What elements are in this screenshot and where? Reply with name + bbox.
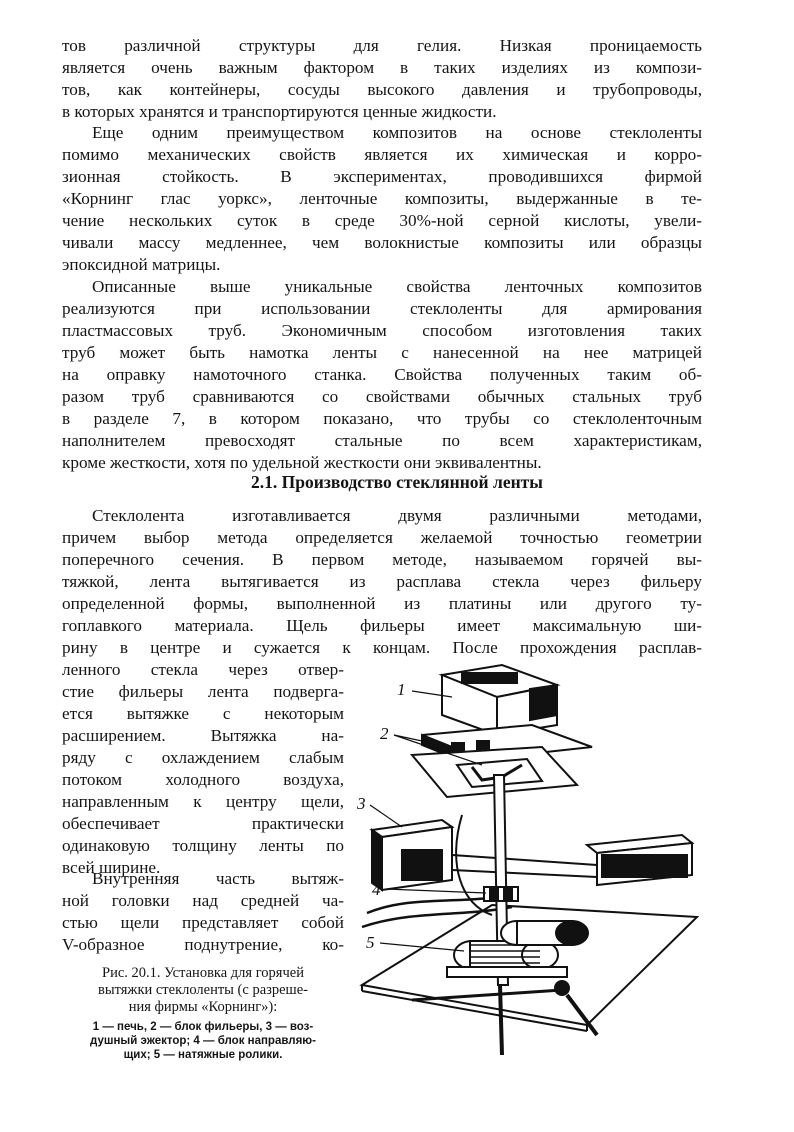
- text-line: чивали массу медленнее, чем волокнистые композиты или образцы: [62, 233, 702, 252]
- text-line: пластмассовых труб. Экономичным способом изготовления таких: [62, 321, 702, 340]
- text-line: одинаковую толщину ленты по: [62, 836, 344, 855]
- legend-line: щих; 5 — натяжные ролики.: [123, 1049, 283, 1061]
- text-line: тяжкой, лента вытягивается из расплава стекла через фильеру: [62, 572, 702, 591]
- figure-caption: [62, 965, 344, 1016]
- text-line: помимо механических свойств является их химическая и корро-: [62, 145, 702, 164]
- leader-line: [386, 889, 486, 893]
- text-line: направленным к центру щели,: [62, 792, 344, 811]
- text-line: расширением. Вытяжка на-: [62, 726, 344, 745]
- text-line: Внутренняя часть вытяж-: [92, 869, 344, 888]
- label-air-ejector: 3: [357, 794, 366, 813]
- label-die-block: 2: [380, 724, 389, 743]
- text-line: наполнителем превосходят стальные по всем характеристикам,: [62, 431, 702, 450]
- text-line: ленного стекла через отвер-: [62, 660, 344, 679]
- text-line: ряду с охлаждением слабым: [62, 748, 344, 767]
- text-line: стью щели представляет собой: [62, 913, 344, 932]
- lever-knob: [555, 981, 569, 995]
- leader-line: [370, 805, 402, 827]
- text-line: «Корнинг глас уоркс», ленточные композиты, выдержанные в те-: [62, 189, 702, 208]
- legend-line: 1 — печь, 2 — блок фильеры, 3 — воз-: [92, 1021, 314, 1033]
- text-line: реализуются при использовании стеклоленты для армирования: [62, 299, 702, 318]
- text-line: в разделе 7, в котором показано, что трубы со стеклоленточным: [62, 409, 702, 428]
- caption-line: ния фирмы «Корнинг»):: [128, 999, 278, 1015]
- text-line: является очень важным фактором в таких изделиях из компози-: [62, 58, 702, 77]
- text-line: в которых хранятся и транспортируются ценные жидкости.: [62, 102, 497, 121]
- text-line: труб может быть намотка ленты с нанесенной на нее матрицей: [62, 343, 702, 362]
- label-guide-block: 4: [372, 880, 381, 899]
- section-heading: 2.1. Производство стеклянной ленты: [251, 472, 543, 492]
- guide-block: [484, 887, 518, 901]
- caption-line: вытяжки стеклоленты (с разреше-: [98, 982, 308, 998]
- text-line: Стеклолента изготавливается двумя различными методами,: [92, 506, 702, 525]
- paragraph-2: [62, 122, 702, 276]
- air-ejector: [372, 820, 692, 890]
- text-line: обеспечивает практически: [62, 814, 344, 833]
- text-line: гоплавкого материала. Щель фильеры имеет максимальную ши-: [62, 616, 702, 635]
- text-line: потоком холодного воздуха,: [62, 770, 344, 789]
- text-line: рину в центре и сужается к концам. После прохождения расплав-: [62, 638, 702, 657]
- figure-legend: [62, 1020, 344, 1062]
- legend-line: душный эжектор; 4 — блок направляю-: [90, 1035, 316, 1047]
- text-line: стие фильеры лента подверга-: [62, 682, 344, 701]
- text-line: чение нескольких суток в среде 30%-ной серной кислоты, увели-: [62, 211, 702, 230]
- text-line: ется вытяжке с некоторым: [62, 704, 344, 723]
- text-line: тов различной структуры для гелия. Низкая проницаемость: [62, 36, 702, 55]
- left-column-paragraph-1: [62, 659, 344, 879]
- text-line: определенной формы, выполненной из платины или другого ту-: [62, 594, 702, 613]
- text-line: причем выбор метода определяется желаемой точностью геометрии: [62, 528, 702, 547]
- figure-hot-drawing-apparatus: [352, 655, 712, 1075]
- furnace: [442, 665, 557, 735]
- text-line: поперечного сечения. В первом методе, называемом горячей вы-: [62, 550, 702, 569]
- text-line: Описанные выше уникальные свойства ленточных композитов: [92, 277, 702, 296]
- paragraph-4: [62, 505, 702, 659]
- paragraph-1: [62, 35, 702, 123]
- paragraph-3: [62, 276, 702, 474]
- text-line: на оправку намоточного станка. Свойства полученных таким об-: [62, 365, 702, 384]
- label-furnace: 1: [397, 680, 406, 699]
- text-line: всей ширине.: [62, 858, 161, 877]
- label-tension-rollers: 5: [366, 933, 375, 952]
- text-line: V-образное поднутрение, ко-: [62, 935, 344, 954]
- apparatus-drawing: [352, 655, 712, 1075]
- text-line: Еще одним преимуществом композитов на основе стеклоленты: [92, 123, 702, 142]
- text-line: ной головки над средней ча-: [62, 891, 344, 910]
- caption-line: Рис. 20.1. Установка для горячей: [102, 965, 304, 981]
- text-line: тов, как контейнеры, сосуды высокого давления и трубопроводы,: [62, 80, 702, 99]
- text-line: зионная стойкость. В экспериментах, проводившихся фирмой: [62, 167, 702, 186]
- left-column-paragraph-2: [62, 868, 344, 956]
- text-line: эпоксидной матрицы.: [62, 255, 221, 274]
- text-line: разом труб сравниваются со свойствами обычных стальных труб: [62, 387, 702, 406]
- text-line: кроме жесткости, хотя по удельной жесткости они эквивалентны.: [62, 453, 542, 472]
